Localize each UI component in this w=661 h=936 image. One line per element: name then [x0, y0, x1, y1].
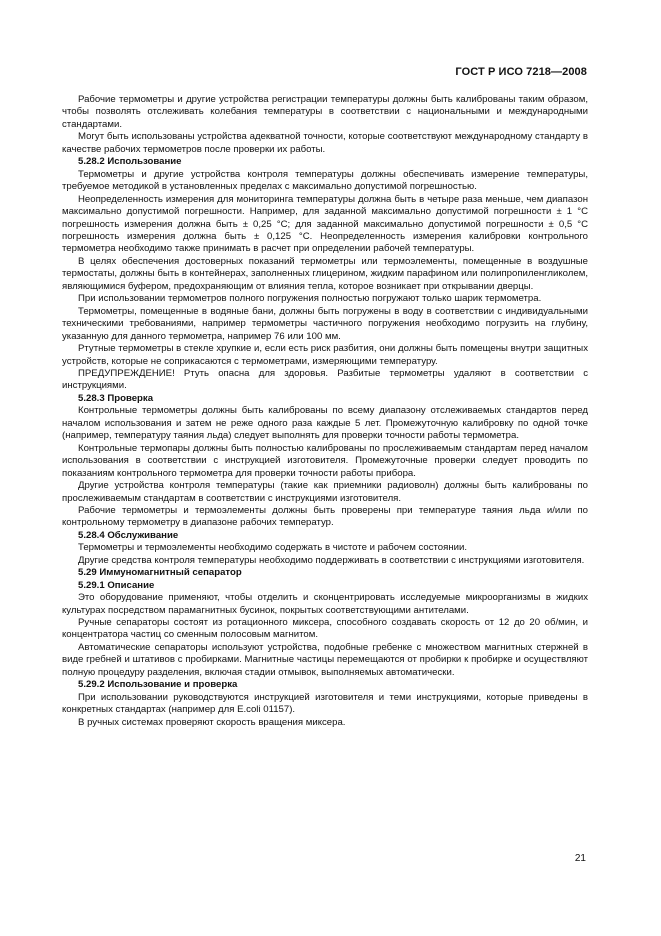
paragraph: Термометры и термоэлементы необходимо содержать в чистоте и рабочем состоянии. — [78, 542, 468, 554]
paragraph: При использовании руководствуются инструкцией изготовителя и теми инструкциями, которые приведены в конкретных стандартах (например для E.coli 01157). — [62, 691, 588, 716]
paragraph: Ручные сепараторы состоят из ротационного миксера, способного создавать скорость от 12 до 20 об/мин, и концентратора частиц со сменным полосовым магнитом. — [62, 617, 588, 641]
paragraph: Другие средства контроля температуры необходимо поддерживать в соответствии с инструкциями изготовителя. — [78, 554, 585, 566]
paragraph: Контрольные термометры должны быть калиброваны по всему диапазону отслеживаемых стандартов перед началом использования и затем не реже одного раза каждые 5 лет. Промежуточную калибровку по одной точке (например, температуру таяния льда) следует выполнять для проверки точности работы термометра. — [62, 405, 588, 442]
paragraph: ПРЕДУПРЕЖДЕНИЕ! Ртуть опасна для здоровья. Разбитые термометры удаляют в соответствии с инструкциями. — [62, 367, 588, 392]
page-number: 21 — [574, 853, 586, 864]
section-heading: 5.29.2 Использование и проверка — [78, 679, 238, 691]
section-heading: 5.29 Иммуномагнитный сепаратор — [78, 567, 242, 579]
paragraph: Рабочие термометры и термоэлементы должны быть проверены при температуре таяния льда и/или по контрольному термометру в диапазоне рабочих температур. — [62, 504, 588, 529]
paragraph: Могут быть использованы устройства адекватной точности, которые соответствуют международному стандарту в качестве рабочих термометров после проверки их работы. — [62, 131, 588, 155]
section-heading: 5.29.1 Описание — [78, 579, 155, 591]
paragraph: В ручных системах проверяют скорость вращения миксера. — [78, 716, 346, 728]
paragraph: Автоматические сепараторы используют устройства, подобные гребенке с множеством магнитных стержней в виде гребней и штативов с пробирками. Магнитные частицы перемещаются от пробирки к пробирке и осуществляют полную процедуру разделения, включая стадии отмывок, выполняемых автоматически. — [62, 641, 588, 678]
paragraph: Рабочие термометры и другие устройства регистрации температуры должны быть калиброваны таким образом, чтобы позволять отслеживать колебания температуры в соответствии с национальными и международными стандартами. — [62, 94, 588, 130]
document-body — [62, 94, 588, 729]
paragraph: Термометры и другие устройства контроля температуры должны обеспечивать измерение температуры, требуемое методикой в установленных пределах с максимально допустимой погрешностью. — [62, 168, 588, 193]
section-heading: 5.28.2 Использование — [78, 156, 182, 168]
paragraph: Неопределенность измерения для мониторинга температуры должна быть в четыре раза меньше, чем диапазон максимально допустимой погрешности. Например, для заданной максимально допустимой погрешности ± 1 °С погрешность измерения должна быть ± 0,25 °С; для заданной максимально допустимой погрешности ± 0,5 °С погрешность измерения должна быть ± 0,125 °С. Неопределенность измерения калибровки контрольного термометра необходимо также принимать в расчет при определении рабочей температуры. — [62, 193, 588, 255]
paragraph: При использовании термометров полного погружения полностью погружают только шарик термометра. — [78, 293, 542, 305]
paragraph: Контрольные термопары должны быть полностью калиброваны по прослеживаемым стандартам перед началом использования в соответствии с инструкцией изготовителя. Промежуточные проверки следует проводить по показаниям контрольного термометра для проверки точности работы прибора. — [62, 442, 588, 479]
paragraph: Другие устройства контроля температуры (такие как приемники радиоволн) должны быть калиброваны по прослеживаемым стандартам в соответствии с инструкциями изготовителя. — [62, 480, 588, 504]
section-heading: 5.28.3 Проверка — [78, 392, 154, 404]
paragraph: Термометры, помещенные в водяные бани, должны быть погружены в воду в соответствии с индивидуальными техническими требованиями, например термометры частичного погружения необходимо погрузить на глубину, указанную для данного термометра, например 76 или 100 мм. — [62, 305, 588, 342]
paragraph: В целях обеспечения достоверных показаний термометры или термоэлементы, помещенные в воздушные термостаты, должны быть в контейнерах, заполненных глицерином, жидким парафином или полипропиленгликолем, являющимися буфером, предохраняющим от влияния тепла, которое возникает при открывании дверцы. — [62, 255, 588, 292]
paragraph: Ртутные термометры в стекле хрупкие и, если есть риск разбития, они должны быть помещены внутри защитных устройств, которые не соприкасаются с термометрами, измеряющими температуру. — [62, 343, 588, 367]
paragraph: Это оборудование применяют, чтобы отделить и сконцентрировать исследуемые микроорганизмы в жидких культурах посредством парамагнитных бусинок, покрытых соответствующими антителами. — [62, 592, 588, 616]
document-header: ГОСТ Р ИСО 7218—2008 — [455, 66, 587, 78]
section-heading: 5.28.4 Обслуживание — [78, 529, 179, 541]
